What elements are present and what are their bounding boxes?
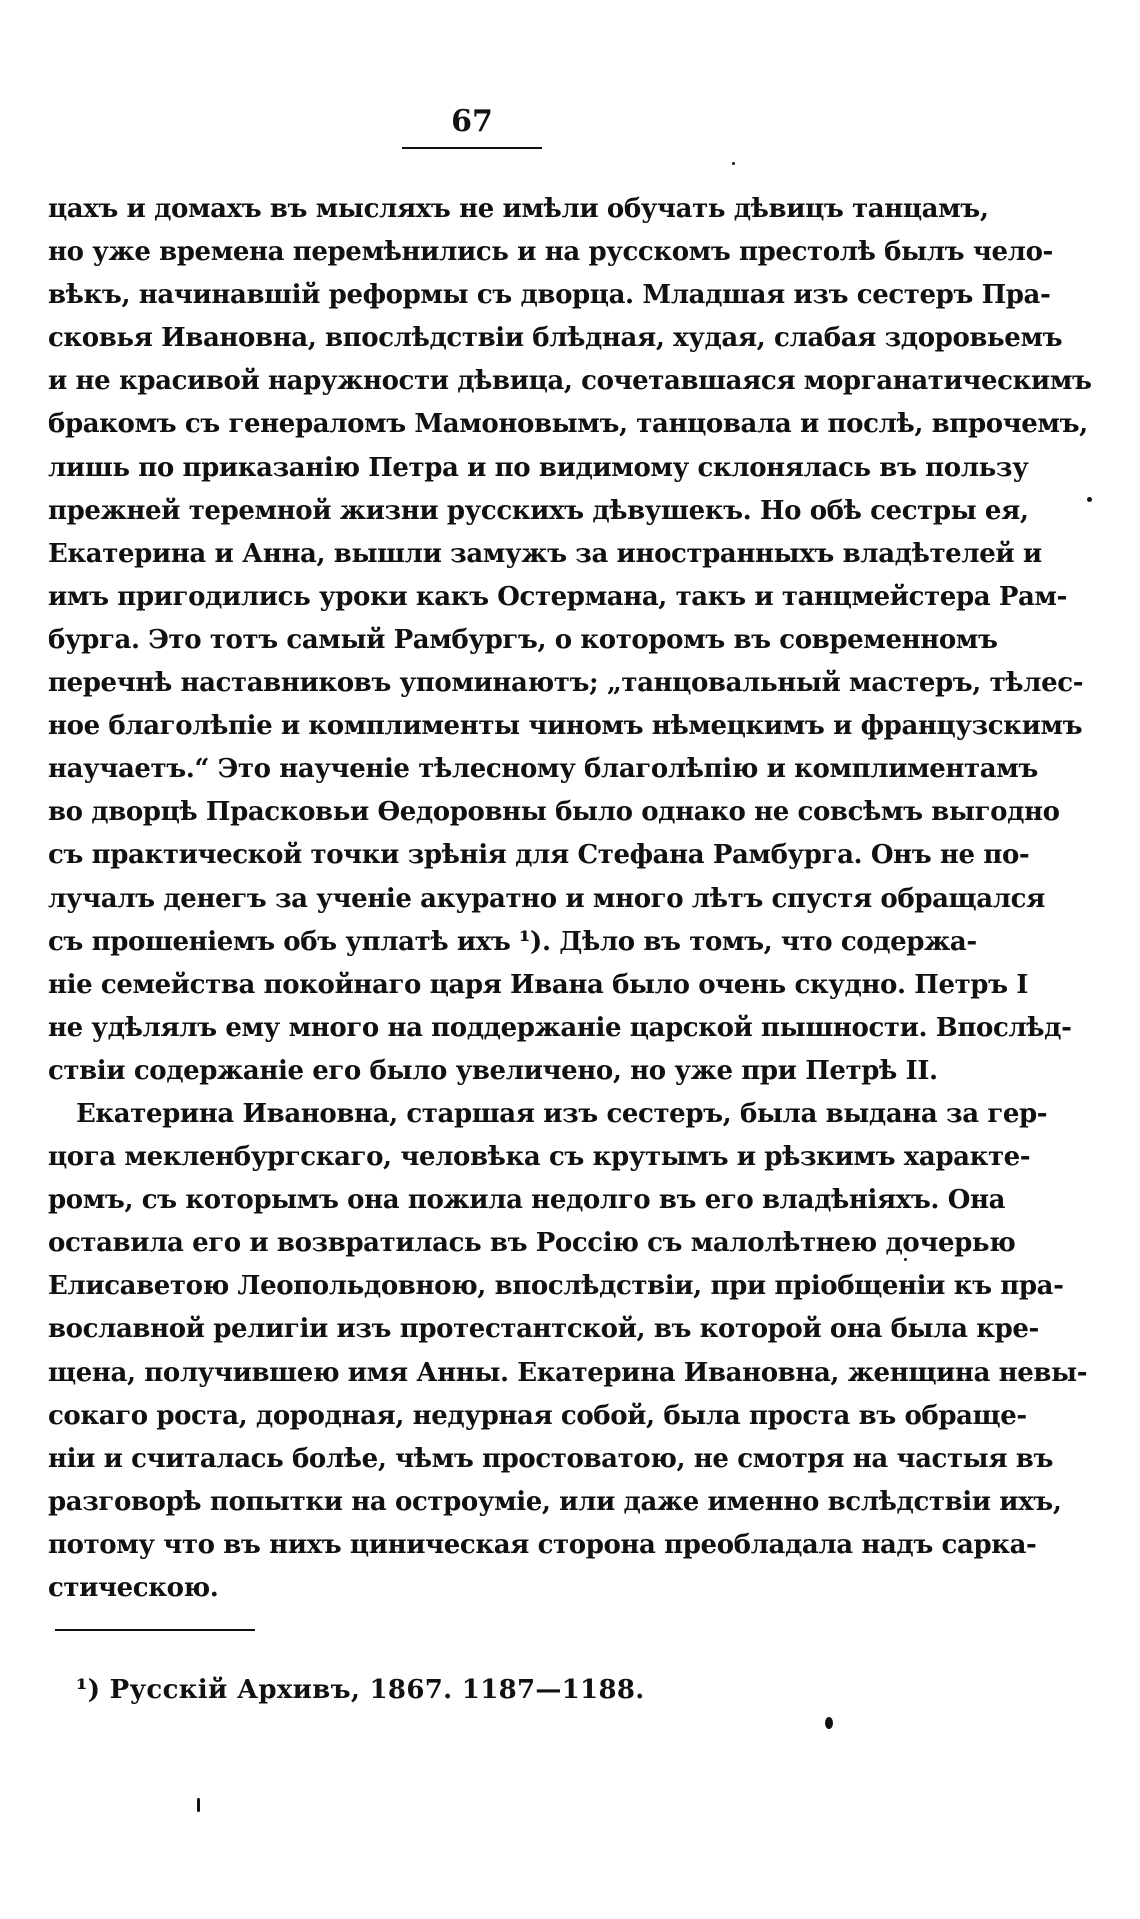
text-line: потому что въ нихъ циническая сторона преобладала надъ сарка- xyxy=(48,1529,1037,1560)
text-line: ромъ, съ которымъ она пожила недолго въ его владѣніяхъ. Она xyxy=(48,1185,1006,1216)
text-line: во дворцѣ Прасковьи Ѳедоровны было однако не совсѣмъ выгодно xyxy=(48,797,1060,828)
text-line: цахъ и домахъ въ мысляхъ не имѣли обучать дѣвицъ танцамъ, xyxy=(48,194,989,224)
scan-speck xyxy=(1087,497,1092,502)
scan-speck xyxy=(732,162,735,165)
text-line: бурга. Это тотъ самый Рамбургъ, о которомъ въ современномъ xyxy=(48,624,998,655)
text-line: Елисаветою Леопольдовною, впослѣдствіи, при пріобщеніи къ пра- xyxy=(48,1271,1064,1302)
text-line: бракомъ съ генераломъ Мамоновымъ, танцовала и послѣ, впрочемъ, xyxy=(48,409,1088,440)
text-line: съ прошеніемъ объ уплатѣ ихъ ¹). Дѣло въ томъ, что содержа- xyxy=(48,926,977,957)
page-number: 67 xyxy=(451,104,493,139)
scan-speck xyxy=(904,1258,907,1261)
text-line: щена, получившею имя Анны. Екатерина Ивановна, женщина невы- xyxy=(48,1357,1088,1388)
text-line: съ практической точки зрѣнія для Стефана Рамбурга. Онъ не по- xyxy=(48,840,1030,871)
text-line: цога мекленбургскаго, человѣка съ крутымъ и рѣзкимъ характе- xyxy=(48,1142,1031,1173)
text-line: лучалъ денегъ за ученіе акуратно и много лѣтъ спустя обращался xyxy=(48,883,1045,914)
text-line: сокаго роста, дородная, недурная собой, была проста въ обраще- xyxy=(48,1400,1027,1431)
text-line: разговорѣ попытки на остроуміе, или даже именно вслѣдствіи ихъ, xyxy=(48,1486,1062,1517)
text-line: не удѣлялъ ему много на поддержаніе царской пышности. Впослѣд- xyxy=(48,1012,1072,1043)
text-line: ствіи содержаніе его было увеличено, но уже при Петрѣ II. xyxy=(48,1055,938,1086)
footnote-rule xyxy=(55,1629,255,1631)
text-line: перечнѣ наставниковъ упоминаютъ; „танцовальный мастеръ, тѣлес- xyxy=(48,668,1084,699)
text-line: научаетъ.“ Это наученіе тѣлесному благолѣпію и комплиментамъ xyxy=(48,754,1038,785)
text-line: прежней теремной жизни русскихъ дѣвушекъ. Но обѣ сестры ея, xyxy=(48,495,1029,526)
text-line: лишь по приказанію Петра и по видимому склонялась въ пользу xyxy=(48,452,1029,483)
text-line: имъ пригодились уроки какъ Остермана, такъ и танцмейстера Рам- xyxy=(48,581,1067,612)
text-line: оставила его и возвратилась въ Россію съ малолѣтнею дочерью xyxy=(48,1228,1016,1259)
text-line: сковья Ивановна, впослѣдствіи блѣдная, худая, слабая здоровьемъ xyxy=(48,323,1063,354)
text-line: ніи и считалась болѣе, чѣмъ простоватою, не смотря на частыя въ xyxy=(48,1443,1053,1474)
text-line: и не красивой наружности дѣвица, сочетавшаяся морганатическимъ xyxy=(48,366,1092,397)
text-line: Екатерина и Анна, вышли замужъ за иностранныхъ владѣтелей и xyxy=(48,538,1042,569)
scan-speck xyxy=(825,1717,833,1729)
text-line: ное благолѣпіе и комплименты чиномъ нѣмецкимъ и французскимъ xyxy=(48,711,1083,742)
scan-speck xyxy=(197,1798,200,1812)
text-line: вославной религіи изъ протестантской, въ которой она была кре- xyxy=(48,1314,1039,1345)
text-line: Екатерина Ивановна, старшая изъ сестеръ, была выдана за гер- xyxy=(76,1098,1048,1129)
text-line: но уже времена перемѣнились и на русскомъ престолѣ былъ чело- xyxy=(48,237,1053,268)
text-line: вѣкъ, начинавшій реформы съ дворца. Младшая изъ сестеръ Пра- xyxy=(48,280,1051,311)
text-line: ніе семейства покойнаго царя Ивана было очень скудно. Петръ I xyxy=(48,969,1029,1000)
header-rule xyxy=(402,147,542,149)
footnote: ¹) Русскій Архивъ, 1867. 1187—1188. xyxy=(76,1675,645,1705)
body-text xyxy=(48,188,1092,1610)
text-line: стическою. xyxy=(48,1573,219,1603)
